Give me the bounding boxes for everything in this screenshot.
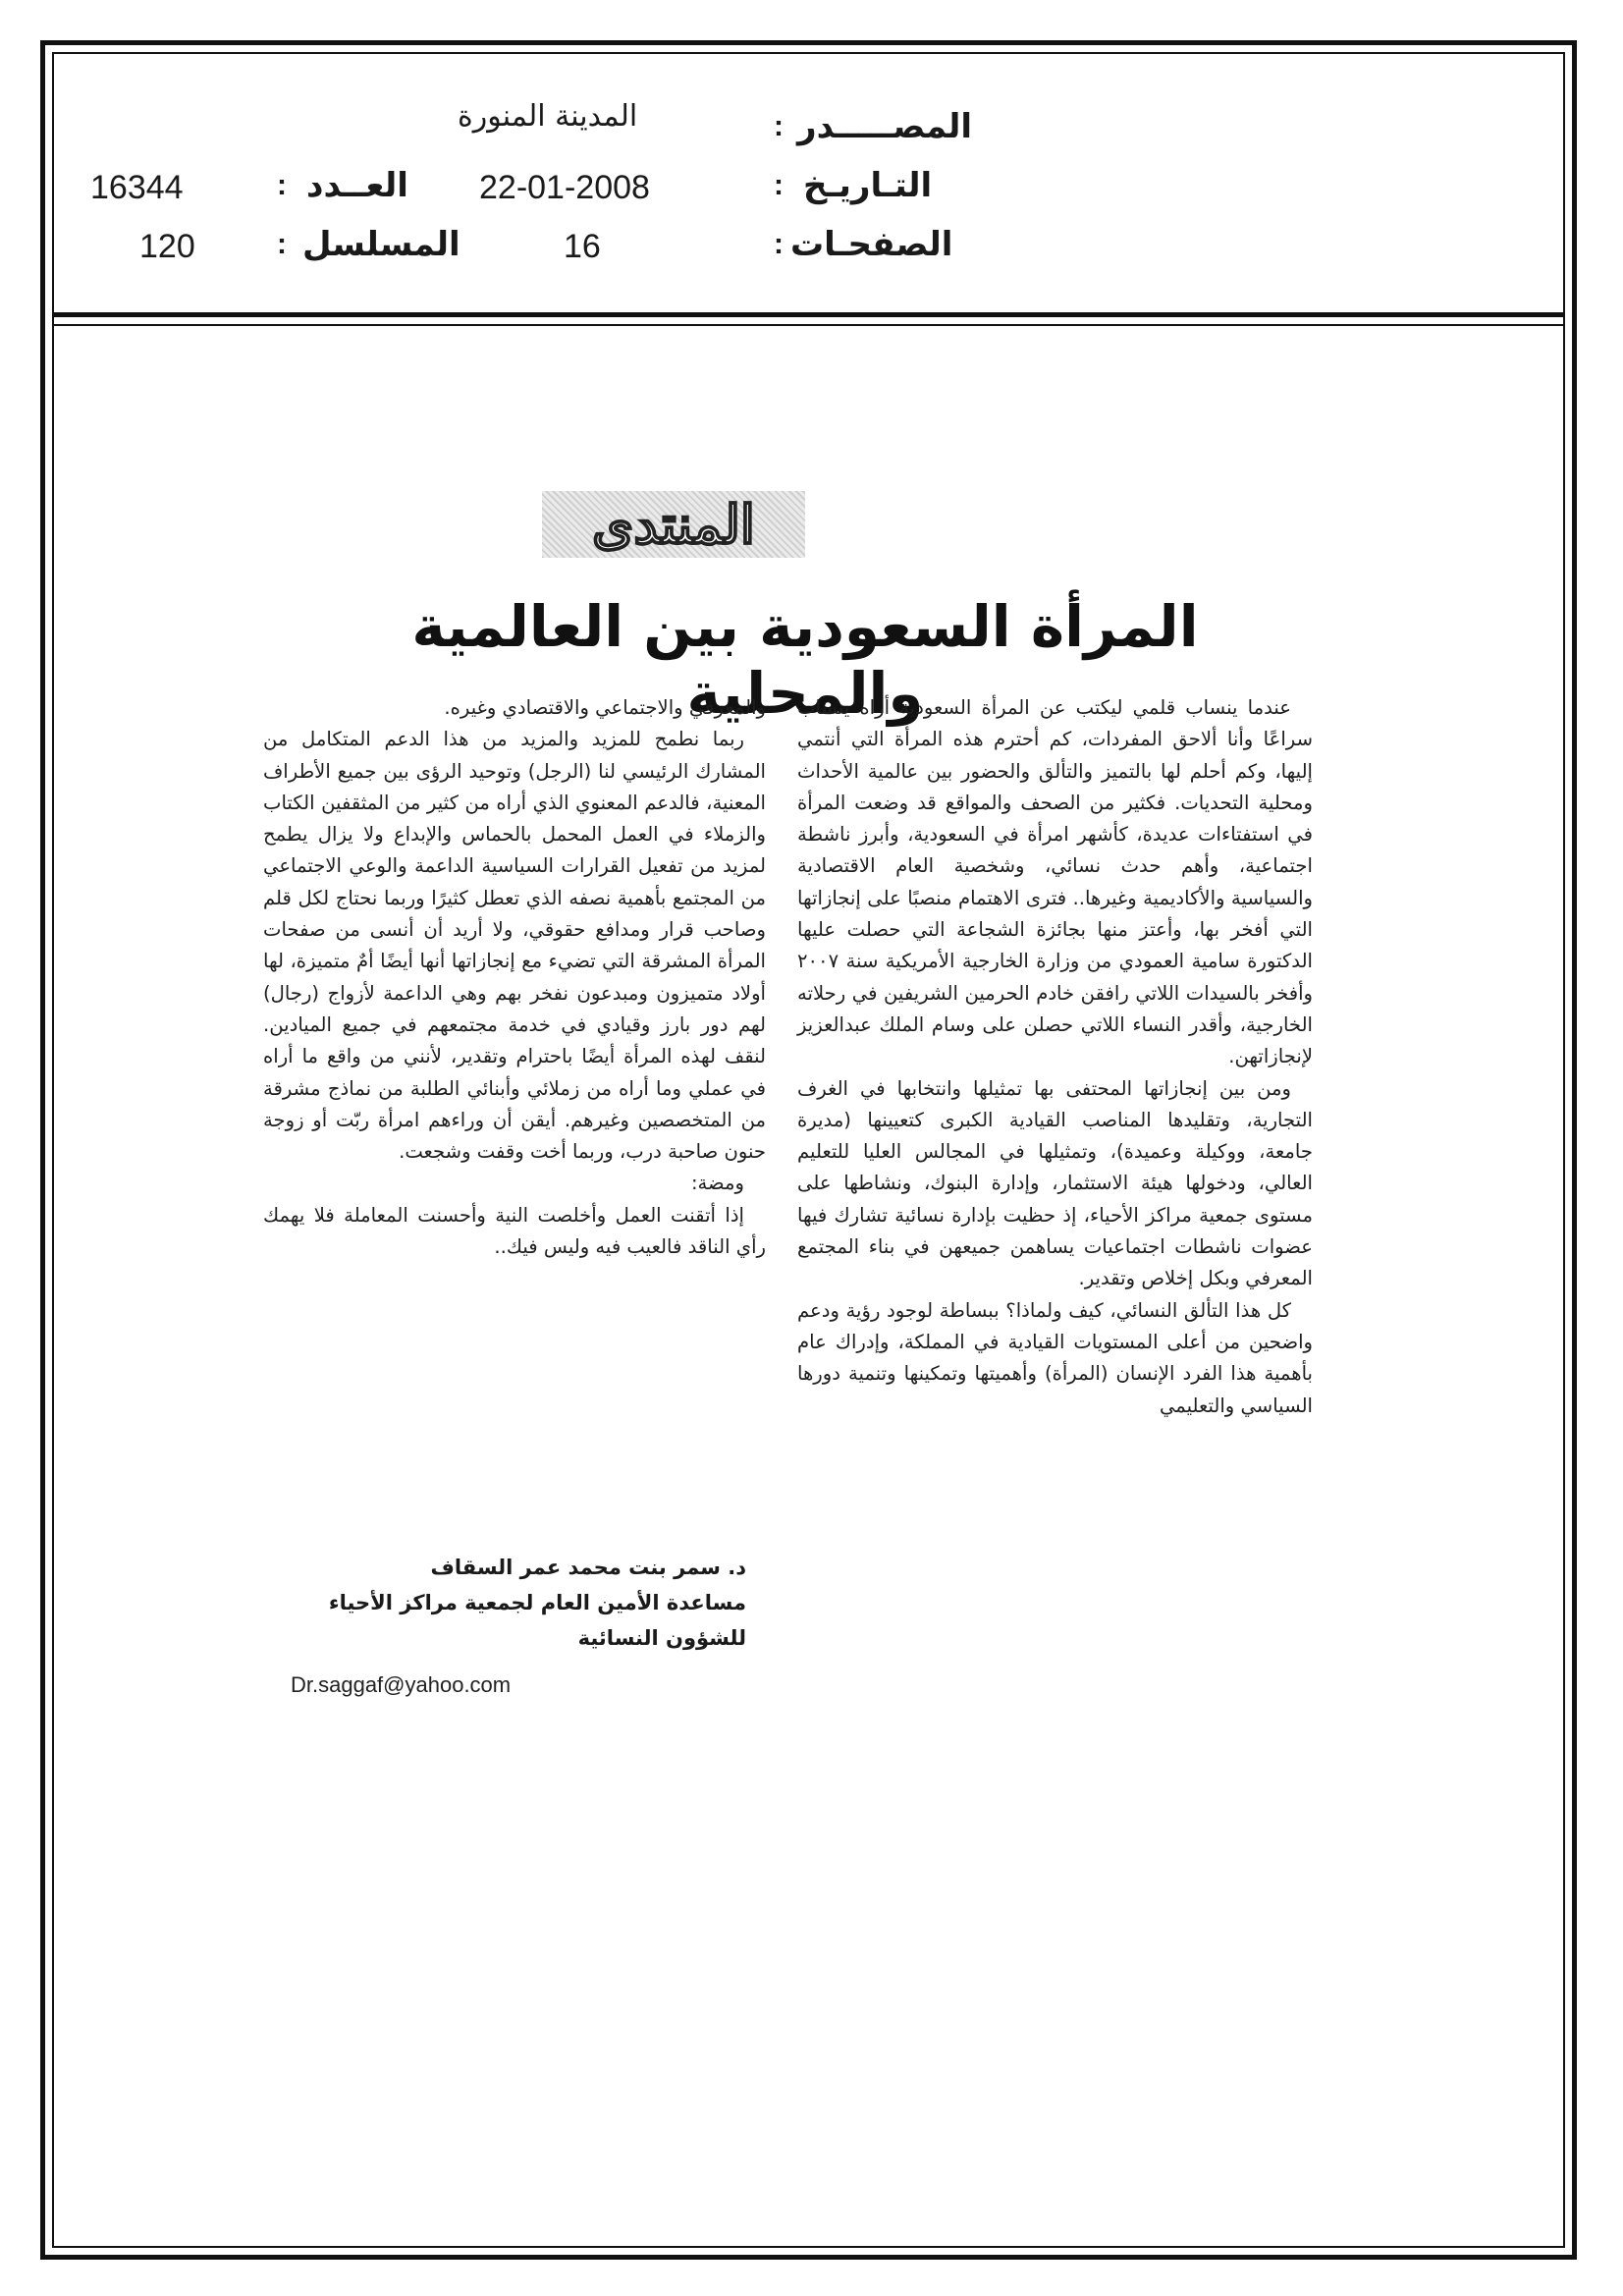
author-email[interactable]: Dr.saggaf@yahoo.com: [291, 1672, 512, 1697]
serial-label: المسلسل: [302, 225, 460, 264]
section-badge-text: المنتدى: [592, 493, 755, 556]
wamda-heading: ومضة:: [690, 1172, 744, 1195]
serial-value: 120: [139, 228, 195, 265]
serial-colon: :: [277, 228, 287, 260]
article-headline: المرأة السعودية بين العالمية والمحلية: [411, 593, 1199, 727]
source-colon: :: [774, 110, 784, 142]
issue-colon: :: [277, 169, 287, 201]
article-column-left: [263, 692, 766, 1263]
date-value: 22-01-2008: [479, 169, 650, 206]
paragraph: ومن بين إنجازاتها المحتفى بها تمثيلها وانتخابها في الغرف التجارية، وتقليدها المناصب القيادية الكبرى كتعيينها (مديرة جامعة، ووكيلة وعميدة)، وتمثيلها في المجالس العليا للتعليم العالي، ودخولها هيئة الاستثمار، وإدارة البنوك، ونشاطها على مستوى جمعية مراكز الأحياء، إذ حظيت بإدارة نسائية تشارك فيها عضوات ناشطات اجتماعيات يساهمن جميعهن في بناء المجتمع المعرفي وبكل إخلاص وتقدير.: [797, 1076, 1313, 1290]
author-role: مساعدة الأمين العام لجمعية مراكز الأحياء: [328, 1591, 746, 1614]
paragraph: ربما نطمح للمزيد والمزيد من هذا الدعم المتكامل من المشارك الرئيسي لنا (الرجل) وتوحيد الرؤى بين جميع الأطراف المعنية، فالدعم المعنوي الذي أراه من كثير من المثقفين الكتاب والزملاء في العمل المحمل بالحماس والإبداع ولا يزال يطمح لمزيد من تفعيل القرارات السياسية الداعمة والوعي الاجتماعي من المجتمع بأهمية نصفه الذي تعطل كثيرًا وربما نحتاج لكل قلم وصاحب قرار ومدافع حقوقي، ولا أريد أن أنسى من صفحات المرأة المشرقة التي تضيء مع إنجازاتها أنها أيضًا أمٌ متميزة، لها أولاد متميزون ومبدعون نفخر بهم وهي الداعمة لأزواج (رجال) لهم دور بارز وقيادي في خدمة مجتمعهم في جميع الميادين. لنقف لهذه المرأة أيضًا باحترام وتقدير، لأنني من واقع ما أراه في عملي وما أراه من زملائي وأبنائي الطلبة من نماذج مشرقة من المتخصصين وغيرهم. أيقن أن وراءهم امرأة ربّت أو زوجة حنون صاحبة درب، وربما أخت وقفت وشجعت.: [263, 728, 766, 1164]
author-signature: [275, 1550, 746, 1656]
author-dept: للشؤون النسائية: [577, 1626, 746, 1650]
paragraph: والمعرفي والاجتماعي والاقتصادي وغيره.: [444, 696, 766, 719]
date-colon: :: [774, 169, 784, 201]
article-column-right: [797, 692, 1313, 1422]
header-divider-thin: [52, 324, 1565, 326]
author-name: د. سمر بنت محمد عمر السقاف: [430, 1556, 746, 1579]
pages-label: الصفحـات: [790, 225, 953, 264]
paragraph: إذا أتقنت العمل وأخلصت النية وأحسنت المعاملة فلا يهمك رأي الناقد فالعيب فيه وليس فيك..: [263, 1203, 766, 1259]
pages-colon: :: [774, 228, 784, 260]
pages-value: 16: [564, 228, 601, 265]
date-label: التـاريـخ: [803, 166, 933, 205]
issue-label: العــدد: [306, 166, 408, 205]
issue-value: 16344: [90, 169, 184, 206]
section-badge: [542, 491, 805, 558]
source-label: المصـــــدر: [797, 107, 973, 146]
header-divider: [52, 312, 1565, 317]
paragraph: كل هذا التألق النسائي، كيف ولماذا؟ ببساطة لوجود رؤية ودعم واضحين من أعلى المستويات القيادية في المملكة، وإدراك عام بأهمية هذا الفرد الإنسان (المرأة) وأهميتها وتمكينها وتنمية دورها السياسي والتعليمي: [797, 1298, 1313, 1417]
source-value: المدينة المنورة: [458, 99, 638, 134]
paragraph: عندما ينساب قلمي ليكتب عن المرأة السعودية أراه ينساب سراعًا وأنا ألاحق المفردات، كم أحترم هذه المرأة التي أنتمي إليها، وكم أحلم لها بالتميز والتألق والحضور بين عالمية الأحداث ومحلية التحديات. فكثير من الصحف والمواقع قد وضعت المرأة في استفتاءات عديدة، كأشهر امرأة في السعودية، وأبرز ناشطة اجتماعية، وأهم حدث نسائي، وشخصية العام الاقتصادية والسياسية والأكاديمية وغيرها.. فترى الاهتمام منصبًا على إنجازاتها التي أفخر بها، وأعتز منها بجائزة الشجاعة التي حصلت عليها الدكتورة سامية العمودي من وزارة الخارجية الأمريكية سنة ٢٠٠٧ وأفخر بالسيدات اللاتي رافقن خادم الحرمين الشريفين في رحلاته الخارجية، وأقدر النساء اللاتي حصلن على وسام الملك عبدالعزيز لإنجازاتهن.: [797, 696, 1313, 1068]
